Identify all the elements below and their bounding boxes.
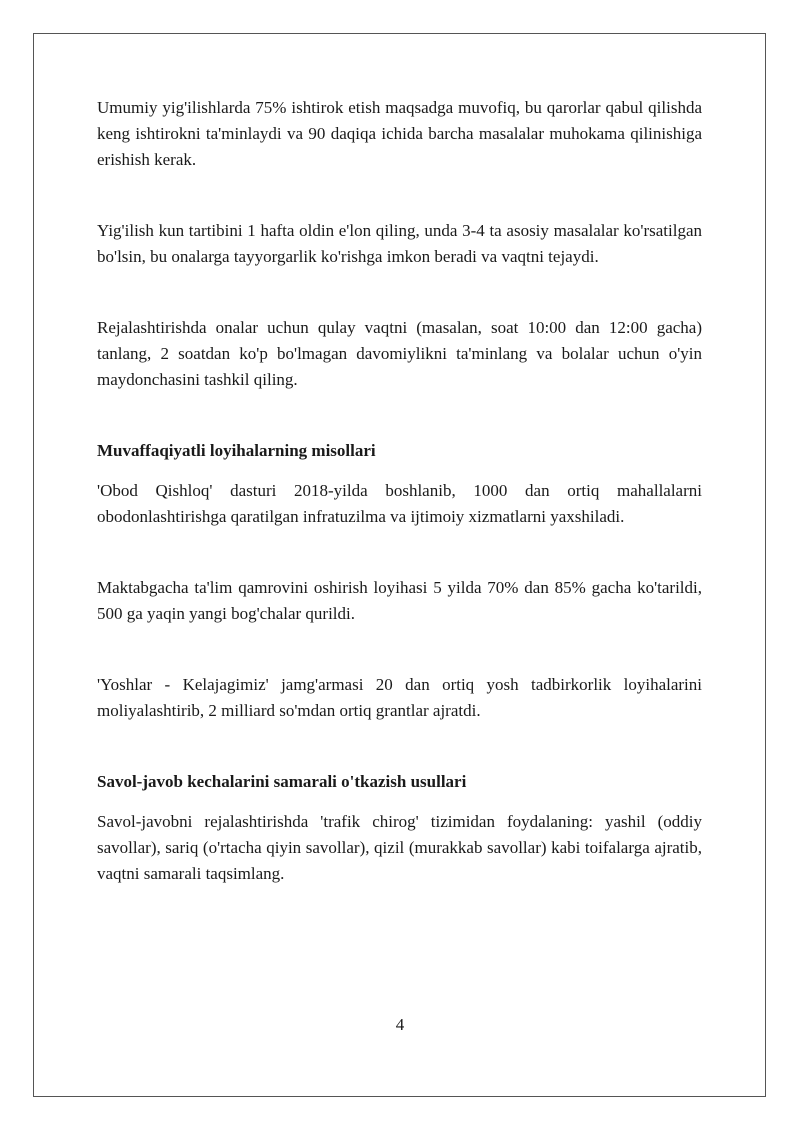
page-number: 4	[395, 1015, 405, 1034]
paragraph-youth-fund: 'Yoshlar - Kelajagimiz' jamg'armasi 20 dan ortiq yosh tadbirkorlik loyihalarini moliyalashtirib, 2 milliard so'mdan ortiq grantlar ajratdi.	[97, 675, 702, 720]
paragraph-attendance: Umumiy yig'ilishlarda 75% ishtirok etish maqsadga muvofiq, bu qarorlar qabul qilishda keng ishtirokni ta'minlaydi va 90 daqiqa ichida barcha masalalar muhokama qilinishiga erishish kerak.	[97, 98, 702, 169]
paragraph-agenda: Yig'ilish kun tartibini 1 hafta oldin e'lon qiling, unda 3-4 ta asosiy masalalar ko'rsatilgan bo'lsin, bu onalarga tayyorgarlik ko'rishga imkon beradi va vaqtni tejaydi.	[97, 221, 702, 266]
paragraph-preschool: Maktabgacha ta'lim qamrovini oshirish loyihasi 5 yilda 70% dan 85% gacha ko'tarildi, 500 ga yaqin yangi bog'chalar qurildi.	[97, 578, 702, 623]
section-heading-qa-methods: Savol-javob kechalarini samarali o'tkazish usullari	[97, 772, 467, 791]
document-body	[97, 95, 702, 887]
section-heading-successful-projects: Muvaffaqiyatli loyihalarning misollari	[97, 441, 376, 460]
paragraph-scheduling: Rejalashtirishda onalar uchun qulay vaqtni (masalan, soat 10:00 dan 12:00 gacha) tanlang, 2 soatdan ko'p bo'lmagan davomiylikni ta'minlang va bolalar uchun o'yin maydonchasini tashkil qiling.	[97, 318, 702, 389]
paragraph-obod-qishloq: 'Obod Qishloq' dasturi 2018-yilda boshlanib, 1000 dan ortiq mahallalarni obodonlashtirishga qaratilgan infratuzilma va ijtimoiy xizmatlarni yaxshiladi.	[97, 481, 702, 526]
paragraph-traffic-light: Savol-javobni rejalashtirishda 'trafik chirog' tizimidan foydalaning: yashil (oddiy savollar), sariq (o'rtacha qiyin savollar), qizil (murakkab savollar) kabi toifalarga ajratib, vaqtni samarali taqsimlang.	[97, 812, 702, 883]
